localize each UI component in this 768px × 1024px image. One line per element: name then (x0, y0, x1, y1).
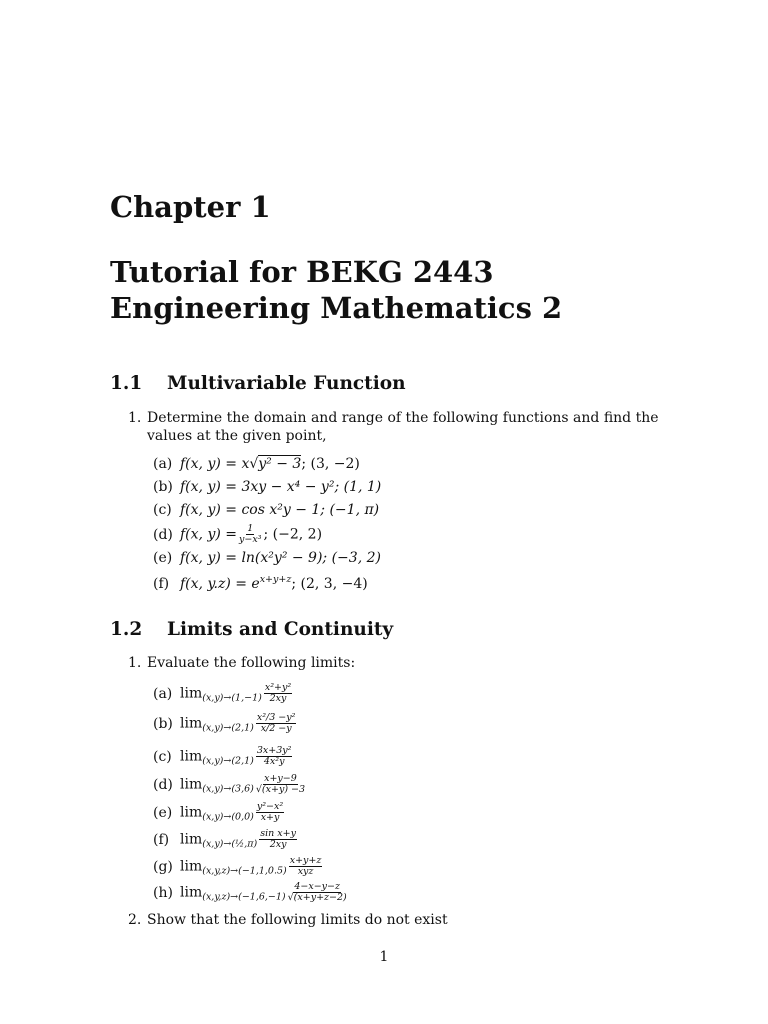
fraction (256, 774, 305, 795)
limit-item (153, 713, 298, 734)
item-label: (g) (153, 858, 173, 875)
item-label: (a) (153, 685, 173, 702)
lim-word: lim (180, 804, 203, 821)
item-point: ; (3, −2) (301, 456, 360, 472)
denominator: 2xy (269, 839, 287, 850)
fraction (289, 856, 323, 877)
limit-subscript: (x,y)→(2,1) (202, 755, 254, 767)
item-label: (b) (153, 715, 173, 732)
limit-subscript: (x,y)→(0,0) (202, 811, 254, 823)
question-2-1 (128, 654, 688, 672)
item-label: (d) (153, 526, 173, 543)
denominator: xyz (297, 866, 314, 877)
item-label: (c) (153, 748, 172, 765)
exponent: x+y+z (259, 574, 292, 585)
list-item (153, 479, 381, 495)
limit-item (153, 683, 294, 704)
denominator: 4x²y (263, 756, 285, 767)
item-label: (f) (153, 831, 170, 848)
numerator: 1 (247, 523, 254, 534)
lim-word: lim (180, 858, 203, 875)
numerator: x²/3 −y² (256, 712, 296, 723)
section-heading-1-1 (110, 373, 406, 394)
item-label: (h) (153, 884, 173, 901)
lim-word: lim (180, 685, 203, 702)
sqrt-symbol: √ (249, 456, 259, 472)
question-number: 1. (128, 410, 142, 426)
limit-subscript: (x,y,z)→(−1,1,0.5) (202, 865, 287, 877)
fraction (288, 882, 347, 903)
item-label: (b) (153, 479, 173, 495)
item-label: (e) (153, 550, 173, 566)
question-text: Evaluate the following limits: (147, 655, 356, 671)
section-number: 1.1 (110, 373, 143, 394)
fraction (239, 524, 262, 545)
numerator: x+y+z (289, 855, 322, 866)
item-label: (e) (153, 804, 173, 821)
title-line-1: Tutorial for BEKG 2443 (110, 255, 494, 289)
denominator: √(x+y+z−2) (287, 892, 347, 903)
denominator: 2xy (269, 693, 287, 704)
limit-item (153, 746, 294, 767)
lim-word: lim (180, 831, 203, 848)
limit-subscript: (x,y)→(½,π) (202, 838, 258, 850)
list-item (153, 456, 360, 472)
numerator: y²−x² (256, 801, 284, 812)
section-title: Multivariable Function (167, 373, 406, 394)
list-item (153, 574, 368, 592)
limit-subscript: (x,y)→(1,−1) (202, 692, 262, 704)
numerator: x+y−9 (264, 773, 297, 784)
page-number: 1 (379, 949, 389, 965)
section-heading-1-2 (110, 619, 393, 640)
question-2-2 (128, 911, 688, 929)
limit-item (153, 829, 299, 850)
limit-subscript: (x,y)→(2,1) (202, 722, 254, 734)
lim-word: lim (180, 776, 203, 793)
denominator: y−x³ (239, 534, 262, 545)
item-expr: f(x, y) = ln(x²y² − 9); (−3, 2) (180, 550, 381, 566)
item-label: (c) (153, 502, 172, 518)
chapter-heading: Chapter 1 (110, 190, 271, 224)
section-title: Limits and Continuity (167, 619, 394, 640)
numerator: 3x+3y² (256, 745, 292, 756)
numerator: x²+y² (264, 682, 292, 693)
section-number: 1.2 (110, 619, 143, 640)
item-point: ; (−2, 2) (263, 526, 323, 543)
limit-subscript: (x,y)→(3,6) (202, 783, 254, 795)
question-number: 1. (128, 655, 142, 671)
fraction (256, 802, 284, 823)
item-expr: f(x, y.z) = e (180, 576, 260, 592)
item-label: (a) (153, 456, 173, 472)
question-text: Determine the domain and range of the following functions and find the values at the given point, (147, 410, 659, 444)
limit-item (153, 856, 324, 877)
item-expr: f(x, y) = x (180, 456, 250, 472)
limit-item (153, 774, 307, 795)
denominator: x/2 −y (260, 723, 292, 734)
list-item (153, 524, 322, 545)
list-item (153, 502, 379, 518)
limit-item (153, 882, 349, 903)
fraction (256, 713, 297, 734)
limit-item (153, 802, 286, 823)
question-text: Show that the following limits do not exist (147, 912, 448, 928)
denominator: x+y (260, 812, 280, 823)
item-expr: f(x, y) = (180, 526, 237, 543)
fraction (256, 746, 293, 767)
fraction (264, 683, 292, 704)
question-number: 2. (128, 912, 142, 928)
item-expr: f(x, y) = cos x²y − 1; (−1, π) (180, 502, 380, 518)
lim-word: lim (180, 884, 203, 901)
item-label: (d) (153, 776, 173, 793)
title-line-2: Engineering Mathematics 2 (110, 291, 563, 325)
list-item (153, 550, 381, 566)
fraction (259, 829, 297, 850)
denominator: √(x+y) −3 (255, 784, 306, 795)
question-1-1 (128, 409, 688, 445)
item-label: (f) (153, 576, 170, 592)
item-expr: f(x, y) = 3xy − x⁴ − y²; (1, 1) (180, 479, 382, 495)
lim-word: lim (180, 715, 203, 732)
lim-word: lim (180, 748, 203, 765)
radicand: y² − 3 (258, 456, 302, 472)
numerator: 4−x−y−z (294, 881, 341, 892)
limit-subscript: (x,y,z)→(−1,6,−1) (202, 891, 286, 903)
numerator: sin x+y (260, 828, 296, 839)
item-point: ; (2, 3, −4) (291, 576, 368, 592)
